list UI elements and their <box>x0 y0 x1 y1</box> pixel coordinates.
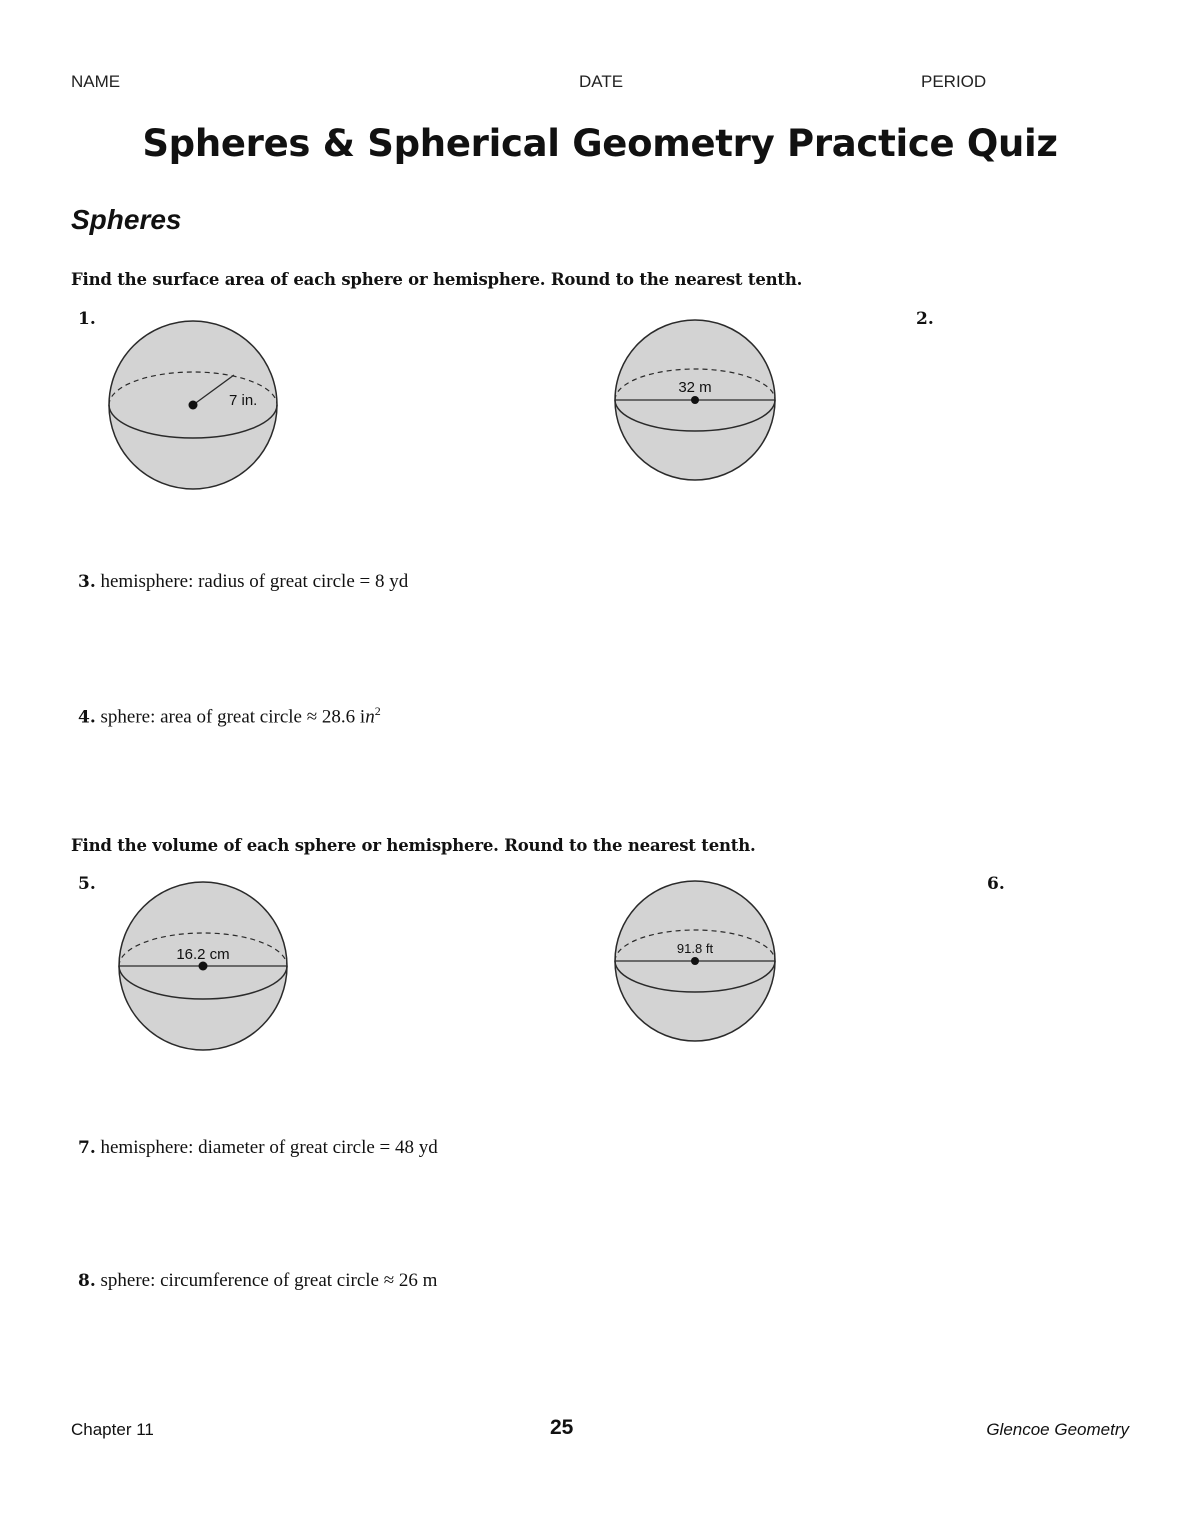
period-label: PERIOD <box>921 72 987 91</box>
section-title: Spheres <box>71 204 182 235</box>
problem-7-number: 7. <box>78 1138 96 1158</box>
problem-7-text: hemisphere: diameter of great circle = 48 yd <box>100 1137 438 1158</box>
problem-4 <box>78 704 381 728</box>
problem-5-number: 5. <box>78 874 96 894</box>
problem-8-number: 8. <box>78 1271 96 1291</box>
problem-3-text: hemisphere: radius of great circle = 8 yd <box>100 571 409 592</box>
sphere-figure-1 <box>106 319 280 491</box>
sphere-figure-2 <box>612 319 778 483</box>
problem-3-number: 3. <box>78 572 96 592</box>
problem-3 <box>78 571 408 593</box>
problem-7 <box>78 1137 438 1159</box>
page-title: Spheres & Spherical Geometry Practice Quiz <box>142 122 1058 165</box>
name-label: NAME <box>71 72 121 91</box>
footer-publisher: Glencoe Geometry <box>986 1420 1129 1439</box>
sphere-2-diameter-label: 32 m <box>678 379 712 396</box>
problem-1-number: 1. <box>78 309 96 329</box>
problem-8 <box>78 1270 437 1292</box>
problem-2-number: 2. <box>916 309 934 329</box>
problem-4-unit: n <box>365 706 375 728</box>
volume-instruction: Find the volume of each sphere or hemisphere. Round to the nearest tenth. <box>71 836 756 855</box>
sphere-5-diameter-label: 16.2 cm <box>176 946 230 963</box>
sphere-figure-6 <box>612 880 778 1044</box>
date-label: DATE <box>579 72 624 91</box>
problem-8-text: sphere: circumference of great circle ≈ 26 m <box>100 1270 438 1291</box>
surface-area-instruction: Find the surface area of each sphere or hemisphere. Round to the nearest tenth. <box>71 270 803 289</box>
footer-chapter: Chapter 11 <box>71 1420 154 1439</box>
problem-4-text: sphere: area of great circle ≈ 28.6 i <box>100 706 366 728</box>
footer-page-number: 25 <box>550 1416 574 1439</box>
problem-4-number: 4. <box>78 707 96 728</box>
sphere-6-diameter-label: 91.8 ft <box>676 941 714 956</box>
sphere-figure-5 <box>116 880 290 1052</box>
problem-6-number: 6. <box>987 874 1005 894</box>
problem-4-exponent: 2 <box>374 704 381 718</box>
sphere-1-radius-label: 7 in. <box>229 392 258 409</box>
